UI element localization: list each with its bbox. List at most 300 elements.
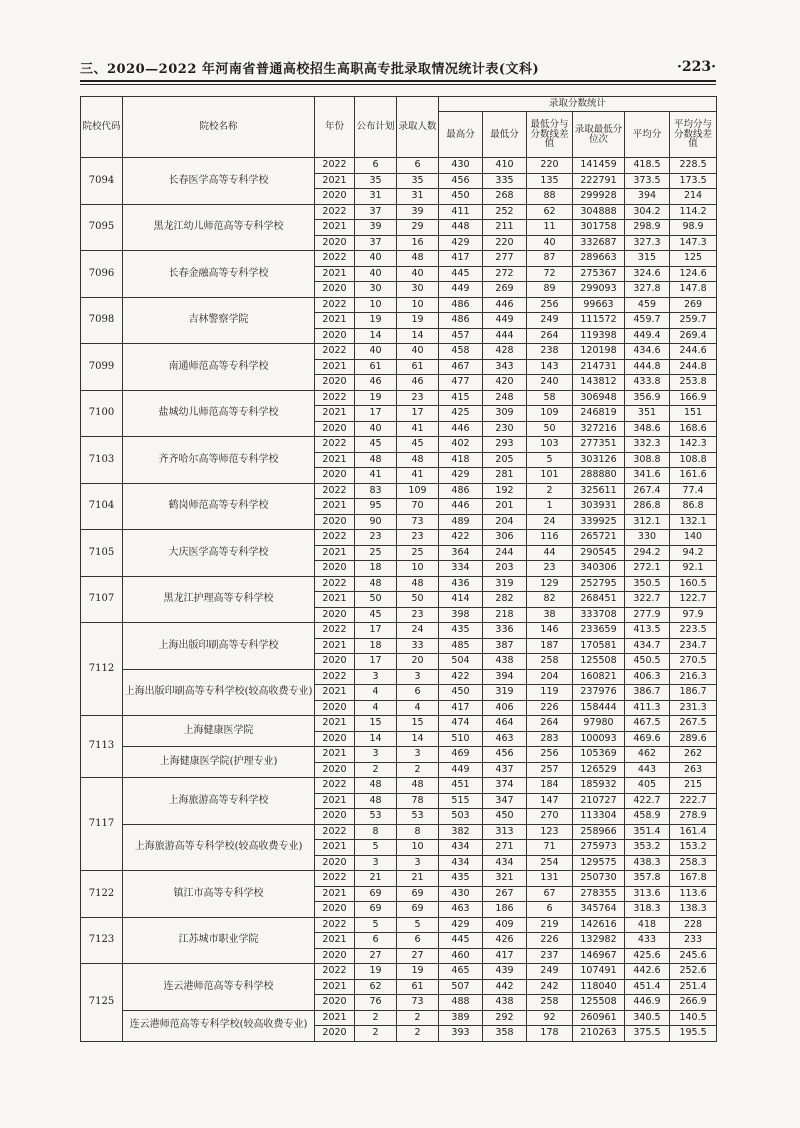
max-score-cell: 446 [439, 499, 483, 515]
admitted-cell: 10 [397, 297, 439, 313]
plan-cell: 90 [355, 514, 397, 530]
school-name: 上海旅游高等专科学校(较高收费专业) [123, 824, 315, 871]
min-score-cell: 450 [483, 809, 527, 825]
min-diff-cell: 129 [527, 576, 573, 592]
min-rank-cell: 99663 [573, 297, 625, 313]
school-code: 7095 [81, 204, 123, 251]
max-score-cell: 429 [439, 235, 483, 251]
min-rank-cell: 275973 [573, 840, 625, 856]
plan-cell: 14 [355, 731, 397, 747]
max-score-cell: 415 [439, 390, 483, 406]
avg-score-cell: 386.7 [625, 685, 670, 701]
year-cell: 2020 [315, 375, 355, 391]
year-cell: 2020 [315, 700, 355, 716]
min-score-cell: 277 [483, 251, 527, 267]
avg-score-cell: 446.9 [625, 995, 670, 1011]
min-score-cell: 426 [483, 933, 527, 949]
min-score-cell: 420 [483, 375, 527, 391]
admitted-cell: 2 [397, 1026, 439, 1042]
avg-score-cell: 449.4 [625, 328, 670, 344]
min-diff-cell: 238 [527, 344, 573, 360]
year-cell: 2021 [315, 592, 355, 608]
min-rank-cell: 120198 [573, 344, 625, 360]
school-code: 7112 [81, 623, 123, 716]
plan-cell: 4 [355, 685, 397, 701]
min-score-cell: 281 [483, 468, 527, 484]
school-name: 齐齐哈尔高等师范专科学校 [123, 437, 315, 484]
school-code: 7100 [81, 390, 123, 437]
min-rank-cell: 250730 [573, 871, 625, 887]
admitted-cell: 27 [397, 948, 439, 964]
header-score-group: 录取分数统计 [439, 97, 717, 112]
min-diff-cell: 226 [527, 700, 573, 716]
avg-diff-cell: 267.5 [670, 716, 717, 732]
plan-cell: 3 [355, 855, 397, 871]
page-header [80, 56, 716, 78]
avg-score-cell: 294.2 [625, 545, 670, 561]
avg-score-cell: 356.9 [625, 390, 670, 406]
max-score-cell: 458 [439, 344, 483, 360]
year-cell: 2021 [315, 173, 355, 189]
avg-score-cell: 312.1 [625, 514, 670, 530]
school-code: 7123 [81, 917, 123, 964]
max-score-cell: 503 [439, 809, 483, 825]
min-score-cell: 244 [483, 545, 527, 561]
min-score-cell: 439 [483, 964, 527, 980]
avg-score-cell: 351.4 [625, 824, 670, 840]
year-cell: 2021 [315, 359, 355, 375]
avg-score-cell: 422.7 [625, 793, 670, 809]
min-score-cell: 186 [483, 902, 527, 918]
min-rank-cell: 299928 [573, 189, 625, 205]
plan-cell: 19 [355, 390, 397, 406]
min-score-cell: 387 [483, 638, 527, 654]
min-rank-cell: 252795 [573, 576, 625, 592]
avg-score-cell: 324.6 [625, 266, 670, 282]
max-score-cell: 465 [439, 964, 483, 980]
min-diff-cell: 103 [527, 437, 573, 453]
max-score-cell: 434 [439, 855, 483, 871]
max-score-cell: 445 [439, 266, 483, 282]
admitted-cell: 23 [397, 607, 439, 623]
avg-diff-cell: 108.8 [670, 452, 717, 468]
admitted-cell: 19 [397, 313, 439, 329]
min-score-cell: 230 [483, 421, 527, 437]
plan-cell: 35 [355, 173, 397, 189]
avg-score-cell: 341.6 [625, 468, 670, 484]
min-diff-cell: 2 [527, 483, 573, 499]
min-rank-cell: 260961 [573, 1010, 625, 1026]
admitted-cell: 17 [397, 406, 439, 422]
min-score-cell: 438 [483, 654, 527, 670]
year-cell: 2020 [315, 328, 355, 344]
max-score-cell: 450 [439, 685, 483, 701]
year-cell: 2020 [315, 948, 355, 964]
min-diff-cell: 72 [527, 266, 573, 282]
year-cell: 2020 [315, 235, 355, 251]
year-cell: 2022 [315, 871, 355, 887]
header-admitted: 录取人数 [397, 97, 439, 158]
min-rank-cell: 185932 [573, 778, 625, 794]
avg-score-cell: 350.5 [625, 576, 670, 592]
year-cell: 2021 [315, 1010, 355, 1026]
min-diff-cell: 62 [527, 204, 573, 220]
table-row [81, 964, 717, 980]
avg-score-cell: 340.5 [625, 1010, 670, 1026]
year-cell: 2021 [315, 685, 355, 701]
min-diff-cell: 23 [527, 561, 573, 577]
admitted-cell: 45 [397, 437, 439, 453]
table-row [81, 158, 717, 174]
school-code: 7104 [81, 483, 123, 530]
plan-cell: 83 [355, 483, 397, 499]
header-plan: 公布计划 [355, 97, 397, 158]
page-number: ·223· [677, 59, 716, 75]
min-rank-cell: 210263 [573, 1026, 625, 1042]
min-diff-cell: 264 [527, 328, 573, 344]
min-diff-cell: 264 [527, 716, 573, 732]
admitted-cell: 15 [397, 716, 439, 732]
min-rank-cell: 303126 [573, 452, 625, 468]
school-name: 上海出版印刷高等专科学校 [123, 623, 315, 670]
max-score-cell: 489 [439, 514, 483, 530]
avg-score-cell: 425.6 [625, 948, 670, 964]
avg-score-cell: 438.3 [625, 855, 670, 871]
plan-cell: 5 [355, 840, 397, 856]
year-cell: 2021 [315, 793, 355, 809]
max-score-cell: 411 [439, 204, 483, 220]
admitted-cell: 48 [397, 576, 439, 592]
admitted-cell: 30 [397, 282, 439, 298]
plan-cell: 2 [355, 1026, 397, 1042]
min-rank-cell: 301758 [573, 220, 625, 236]
admitted-cell: 61 [397, 359, 439, 375]
admitted-cell: 20 [397, 654, 439, 670]
plan-cell: 18 [355, 638, 397, 654]
min-diff-cell: 242 [527, 979, 573, 995]
avg-diff-cell: 186.7 [670, 685, 717, 701]
min-diff-cell: 240 [527, 375, 573, 391]
avg-diff-cell: 151 [670, 406, 717, 422]
avg-diff-cell: 251.4 [670, 979, 717, 995]
avg-score-cell: 315 [625, 251, 670, 267]
school-code: 7113 [81, 716, 123, 778]
plan-cell: 3 [355, 669, 397, 685]
min-score-cell: 252 [483, 204, 527, 220]
plan-cell: 39 [355, 220, 397, 236]
plan-cell: 14 [355, 328, 397, 344]
min-score-cell: 269 [483, 282, 527, 298]
avg-score-cell: 462 [625, 747, 670, 763]
min-rank-cell: 246819 [573, 406, 625, 422]
table-body [81, 158, 717, 1042]
min-score-cell: 456 [483, 747, 527, 763]
avg-diff-cell: 258.3 [670, 855, 717, 871]
min-score-cell: 248 [483, 390, 527, 406]
min-rank-cell: 132982 [573, 933, 625, 949]
header-rank: 录取最低分位次 [573, 112, 625, 158]
admitted-cell: 3 [397, 669, 439, 685]
avg-score-cell: 469.6 [625, 731, 670, 747]
min-diff-cell: 220 [527, 158, 573, 174]
min-diff-cell: 44 [527, 545, 573, 561]
min-rank-cell: 100093 [573, 731, 625, 747]
year-cell: 2022 [315, 778, 355, 794]
year-cell: 2022 [315, 344, 355, 360]
avg-diff-cell: 252.6 [670, 964, 717, 980]
max-score-cell: 488 [439, 995, 483, 1011]
avg-score-cell: 353.2 [625, 840, 670, 856]
admitted-cell: 23 [397, 530, 439, 546]
min-diff-cell: 187 [527, 638, 573, 654]
max-score-cell: 515 [439, 793, 483, 809]
school-code: 7122 [81, 871, 123, 918]
admitted-cell: 48 [397, 452, 439, 468]
max-score-cell: 486 [439, 483, 483, 499]
avg-diff-cell: 161.6 [670, 468, 717, 484]
min-score-cell: 444 [483, 328, 527, 344]
avg-diff-cell: 270.5 [670, 654, 717, 670]
plan-cell: 40 [355, 266, 397, 282]
admitted-cell: 14 [397, 731, 439, 747]
max-score-cell: 469 [439, 747, 483, 763]
avg-score-cell: 433 [625, 933, 670, 949]
min-diff-cell: 88 [527, 189, 573, 205]
year-cell: 2020 [315, 762, 355, 778]
min-score-cell: 268 [483, 189, 527, 205]
min-diff-cell: 226 [527, 933, 573, 949]
min-diff-cell: 257 [527, 762, 573, 778]
avg-score-cell: 406.3 [625, 669, 670, 685]
plan-cell: 48 [355, 452, 397, 468]
max-score-cell: 430 [439, 158, 483, 174]
min-score-cell: 271 [483, 840, 527, 856]
school-code: 7094 [81, 158, 123, 205]
avg-score-cell: 450.5 [625, 654, 670, 670]
avg-diff-cell: 113.6 [670, 886, 717, 902]
year-cell: 2022 [315, 483, 355, 499]
year-cell: 2021 [315, 716, 355, 732]
avg-score-cell: 444.8 [625, 359, 670, 375]
avg-score-cell: 467.5 [625, 716, 670, 732]
min-diff-cell: 219 [527, 917, 573, 933]
min-rank-cell: 107491 [573, 964, 625, 980]
header-min: 最低分 [483, 112, 527, 158]
school-code: 7103 [81, 437, 123, 484]
min-rank-cell: 340306 [573, 561, 625, 577]
min-diff-cell: 204 [527, 669, 573, 685]
avg-diff-cell: 228 [670, 917, 717, 933]
min-rank-cell: 290545 [573, 545, 625, 561]
year-cell: 2022 [315, 297, 355, 313]
plan-cell: 25 [355, 545, 397, 561]
min-diff-cell: 1 [527, 499, 573, 515]
min-rank-cell: 258966 [573, 824, 625, 840]
avg-diff-cell: 140.5 [670, 1010, 717, 1026]
min-score-cell: 434 [483, 855, 527, 871]
avg-score-cell: 332.3 [625, 437, 670, 453]
min-diff-cell: 254 [527, 855, 573, 871]
min-diff-cell: 270 [527, 809, 573, 825]
min-diff-cell: 89 [527, 282, 573, 298]
min-rank-cell: 129575 [573, 855, 625, 871]
avg-score-cell: 458.9 [625, 809, 670, 825]
avg-diff-cell: 289.6 [670, 731, 717, 747]
admitted-cell: 10 [397, 561, 439, 577]
max-score-cell: 393 [439, 1026, 483, 1042]
min-score-cell: 347 [483, 793, 527, 809]
admitted-cell: 21 [397, 871, 439, 887]
min-diff-cell: 92 [527, 1010, 573, 1026]
min-score-cell: 343 [483, 359, 527, 375]
min-diff-cell: 5 [527, 452, 573, 468]
avg-diff-cell: 153.2 [670, 840, 717, 856]
avg-score-cell: 308.8 [625, 452, 670, 468]
plan-cell: 30 [355, 282, 397, 298]
min-score-cell: 201 [483, 499, 527, 515]
avg-score-cell: 298.9 [625, 220, 670, 236]
avg-diff-cell: 138.3 [670, 902, 717, 918]
plan-cell: 10 [355, 297, 397, 313]
school-code: 7098 [81, 297, 123, 344]
avg-diff-cell: 98.9 [670, 220, 717, 236]
avg-score-cell: 267.4 [625, 483, 670, 499]
min-rank-cell: 119398 [573, 328, 625, 344]
avg-diff-cell: 147.3 [670, 235, 717, 251]
min-rank-cell: 278355 [573, 886, 625, 902]
avg-diff-cell: 278.9 [670, 809, 717, 825]
year-cell: 2020 [315, 855, 355, 871]
plan-cell: 40 [355, 421, 397, 437]
max-score-cell: 417 [439, 700, 483, 716]
year-cell: 2022 [315, 824, 355, 840]
max-score-cell: 435 [439, 623, 483, 639]
min-rank-cell: 237976 [573, 685, 625, 701]
plan-cell: 15 [355, 716, 397, 732]
min-diff-cell: 258 [527, 995, 573, 1011]
year-cell: 2021 [315, 313, 355, 329]
plan-cell: 2 [355, 1010, 397, 1026]
min-score-cell: 272 [483, 266, 527, 282]
school-name: 连云港师范高等专科学校(较高收费专业) [123, 1010, 315, 1041]
year-cell: 2021 [315, 406, 355, 422]
plan-cell: 53 [355, 809, 397, 825]
min-rank-cell: 113304 [573, 809, 625, 825]
avg-score-cell: 322.7 [625, 592, 670, 608]
avg-diff-cell: 259.7 [670, 313, 717, 329]
max-score-cell: 448 [439, 220, 483, 236]
avg-score-cell: 351 [625, 406, 670, 422]
avg-score-cell: 443 [625, 762, 670, 778]
year-cell: 2021 [315, 886, 355, 902]
avg-diff-cell: 223.5 [670, 623, 717, 639]
admitted-cell: 109 [397, 483, 439, 499]
year-cell: 2020 [315, 421, 355, 437]
min-rank-cell: 158444 [573, 700, 625, 716]
max-score-cell: 457 [439, 328, 483, 344]
min-diff-cell: 146 [527, 623, 573, 639]
avg-score-cell: 375.5 [625, 1026, 670, 1042]
min-rank-cell: 288880 [573, 468, 625, 484]
avg-score-cell: 434.7 [625, 638, 670, 654]
min-rank-cell: 303931 [573, 499, 625, 515]
max-score-cell: 467 [439, 359, 483, 375]
avg-score-cell: 313.6 [625, 886, 670, 902]
min-score-cell: 192 [483, 483, 527, 499]
max-score-cell: 382 [439, 824, 483, 840]
year-cell: 2020 [315, 514, 355, 530]
avg-diff-cell: 231.3 [670, 700, 717, 716]
min-diff-cell: 258 [527, 654, 573, 670]
plan-cell: 8 [355, 824, 397, 840]
avg-score-cell: 348.6 [625, 421, 670, 437]
year-cell: 2022 [315, 390, 355, 406]
year-cell: 2022 [315, 204, 355, 220]
avg-diff-cell: 228.5 [670, 158, 717, 174]
avg-diff-cell: 263 [670, 762, 717, 778]
min-rank-cell: 289663 [573, 251, 625, 267]
avg-diff-cell: 215 [670, 778, 717, 794]
school-code: 7099 [81, 344, 123, 391]
avg-diff-cell: 132.1 [670, 514, 717, 530]
avg-score-cell: 405 [625, 778, 670, 794]
admitted-cell: 2 [397, 762, 439, 778]
school-name: 连云港师范高等专科学校 [123, 964, 315, 1011]
min-score-cell: 409 [483, 917, 527, 933]
min-rank-cell: 125508 [573, 995, 625, 1011]
plan-cell: 2 [355, 762, 397, 778]
plan-cell: 40 [355, 344, 397, 360]
admitted-cell: 35 [397, 173, 439, 189]
max-score-cell: 485 [439, 638, 483, 654]
year-cell: 2021 [315, 452, 355, 468]
avg-diff-cell: 92.1 [670, 561, 717, 577]
min-score-cell: 417 [483, 948, 527, 964]
school-name: 黑龙江幼儿师范高等专科学校 [123, 204, 315, 251]
min-score-cell: 438 [483, 995, 527, 1011]
school-name: 吉林警察学院 [123, 297, 315, 344]
min-rank-cell: 325611 [573, 483, 625, 499]
school-name: 上海健康医学院(护理专业) [123, 747, 315, 778]
year-cell: 2021 [315, 545, 355, 561]
max-score-cell: 434 [439, 840, 483, 856]
max-score-cell: 451 [439, 778, 483, 794]
avg-score-cell: 418 [625, 917, 670, 933]
min-score-cell: 463 [483, 731, 527, 747]
admitted-cell: 29 [397, 220, 439, 236]
year-cell: 2020 [315, 809, 355, 825]
avg-diff-cell: 253.8 [670, 375, 717, 391]
avg-score-cell: 304.2 [625, 204, 670, 220]
min-rank-cell: 105369 [573, 747, 625, 763]
avg-diff-cell: 222.7 [670, 793, 717, 809]
min-diff-cell: 67 [527, 886, 573, 902]
avg-diff-cell: 195.5 [670, 1026, 717, 1042]
max-score-cell: 430 [439, 886, 483, 902]
table-row [81, 204, 717, 220]
table-row [81, 390, 717, 406]
avg-diff-cell: 269 [670, 297, 717, 313]
header-year: 年份 [315, 97, 355, 158]
admitted-cell: 39 [397, 204, 439, 220]
max-score-cell: 477 [439, 375, 483, 391]
header-min-diff: 最低分与分数线差值 [527, 112, 573, 158]
admitted-cell: 41 [397, 468, 439, 484]
admitted-cell: 8 [397, 824, 439, 840]
min-diff-cell: 131 [527, 871, 573, 887]
avg-diff-cell: 94.2 [670, 545, 717, 561]
min-rank-cell: 170581 [573, 638, 625, 654]
